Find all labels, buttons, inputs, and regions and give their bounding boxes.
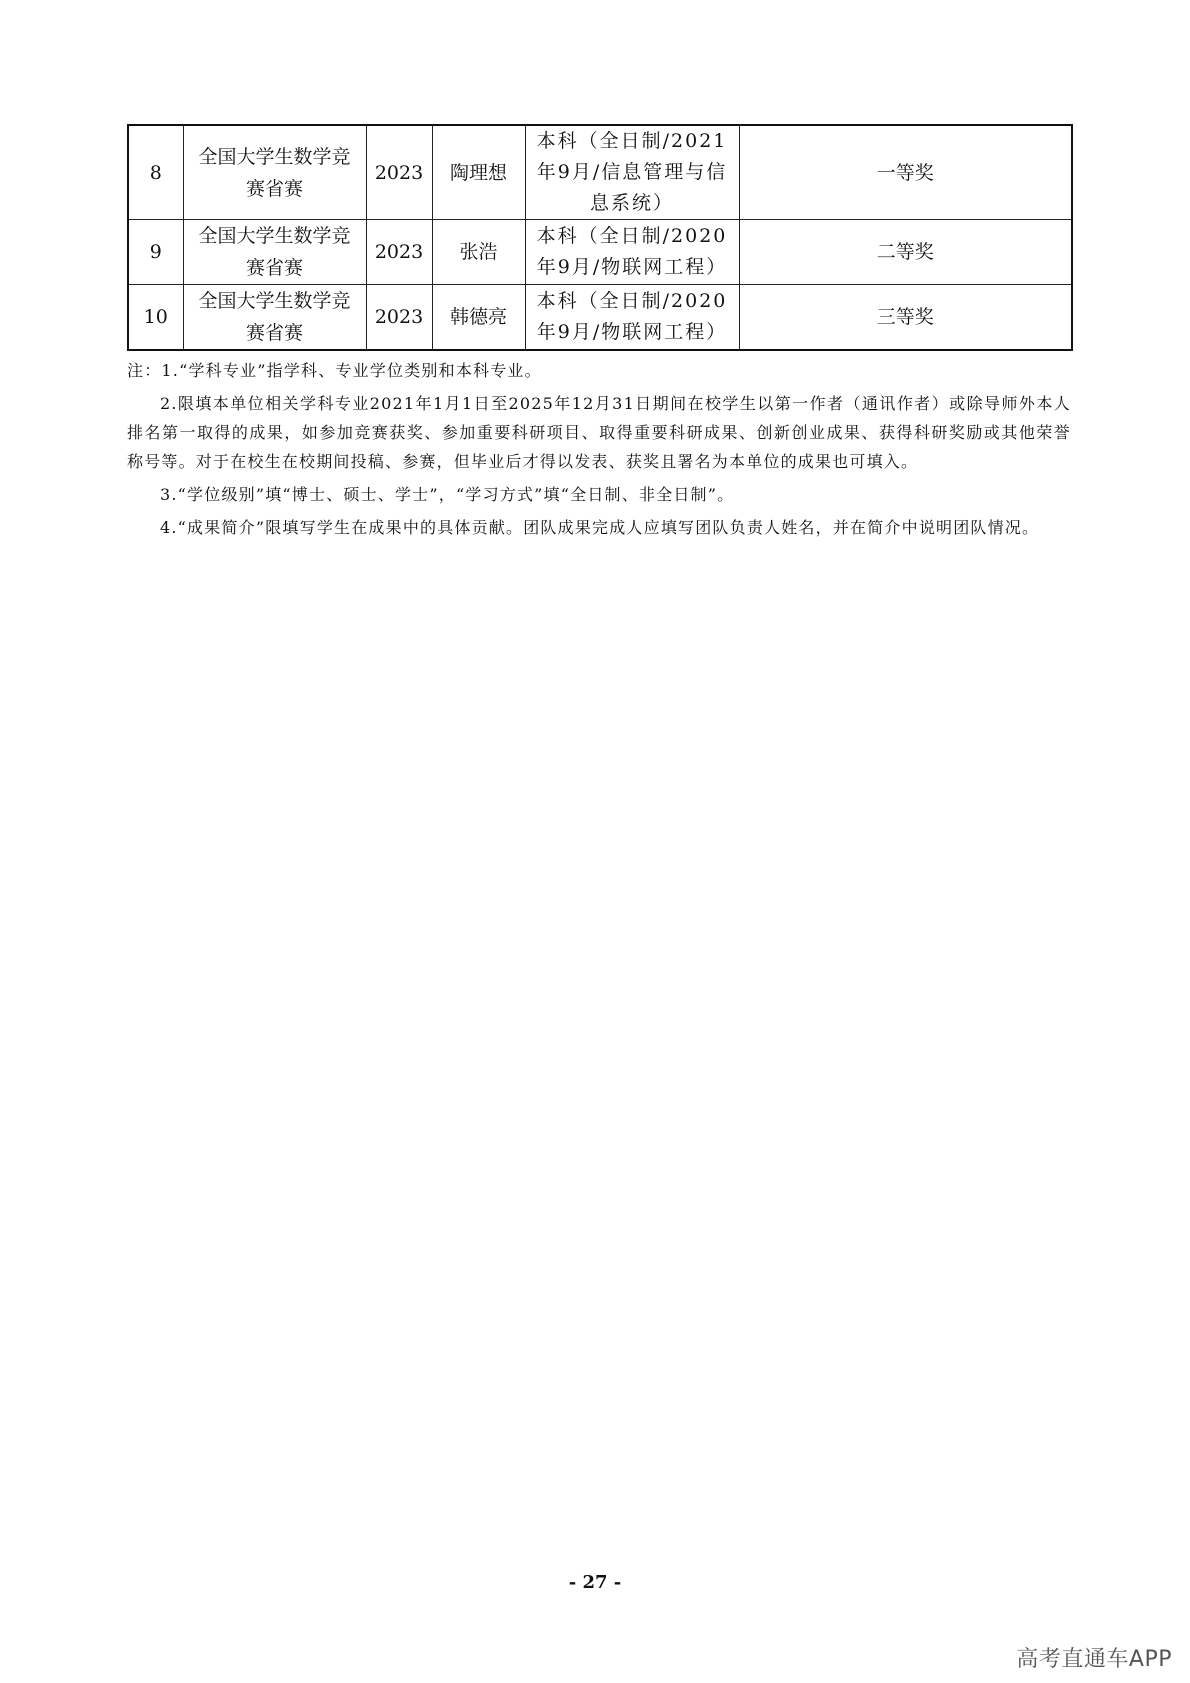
row-number: 9 [128, 220, 183, 285]
award-level: 二等奖 [739, 220, 1072, 285]
note-4 [127, 513, 1071, 542]
note-2-text: 2.限填本单位相关学科专业2021年1月1日至2025年12月31日期间在校学生以第一作者（通讯作者）或除导师外本人排名第一取得的成果，如参加竞赛获奖、参加重要科研项目、取得重要科研成果、创新创业成果、获得科研奖励或其他荣誉称号等。对于在校生在校期间投稿、参赛，但毕业后才得以发表、获奖且署名为本单位的成果也可填入。 [127, 394, 1071, 471]
table-row [128, 125, 1072, 220]
award-year: 2023 [366, 125, 432, 220]
watermark: 高考直通车APP [1016, 1647, 1172, 1672]
note-1: 注：1.“学科专业”指学科、专业学位类别和本科专业。 [127, 361, 542, 380]
note-3 [127, 480, 1071, 509]
student-program: 本科（全日制/2020年9月/物联网工程） [525, 220, 739, 285]
award-level: 三等奖 [739, 285, 1072, 351]
competition-name: 全国大学生数学竞赛省赛 [183, 125, 366, 220]
note-3-text: 3.“学位级别”填“博士、硕士、学士”，“学习方式”填“全日制、非全日制”。 [160, 485, 735, 504]
awards-table [127, 124, 1073, 351]
page-number: - 27 - [568, 1572, 622, 1593]
competition-name: 全国大学生数学竞赛省赛 [183, 220, 366, 285]
table-row [128, 285, 1072, 351]
award-year: 2023 [366, 220, 432, 285]
award-year: 2023 [366, 285, 432, 351]
student-program: 本科（全日制/2020年9月/物联网工程） [525, 285, 739, 351]
row-number: 8 [128, 125, 183, 220]
student-program: 本科（全日制/2021年9月/信息管理与信息系统） [525, 125, 739, 220]
student-name: 韩德亮 [432, 285, 525, 351]
note-2 [127, 389, 1071, 476]
table-notes [127, 356, 1071, 542]
award-level: 一等奖 [739, 125, 1072, 220]
student-name: 陶理想 [432, 125, 525, 220]
table-row [128, 220, 1072, 285]
student-name: 张浩 [432, 220, 525, 285]
row-number: 10 [128, 285, 183, 351]
competition-name: 全国大学生数学竞赛省赛 [183, 285, 366, 351]
note-4-text: 4.“成果简介”限填写学生在成果中的具体贡献。团队成果完成人应填写团队负责人姓名，并在简介中说明团队情况。 [160, 518, 1040, 537]
